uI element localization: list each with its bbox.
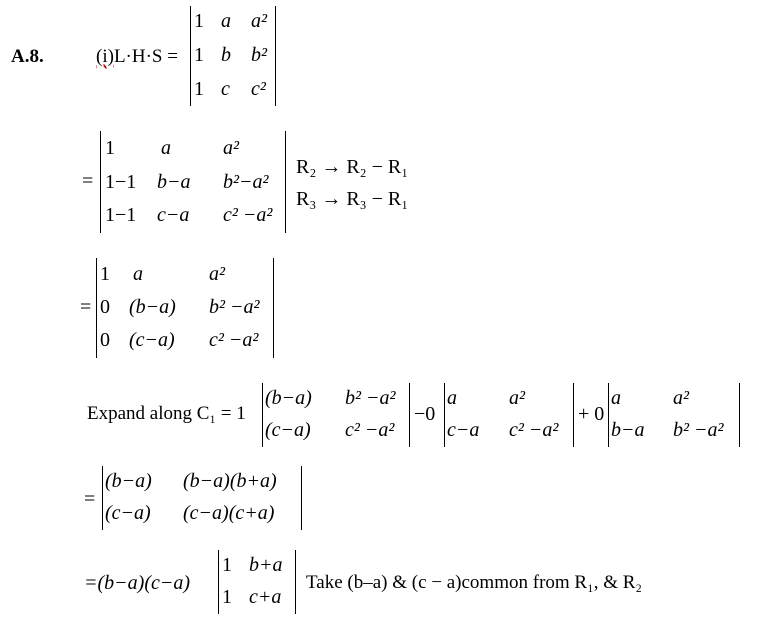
lhs-heading <box>96 46 178 68</box>
equals-5: = <box>84 488 96 510</box>
det2-r1c3: a² <box>223 137 239 159</box>
det2-r3c2: c−a <box>157 204 190 226</box>
det2-r3c3: c² −a² <box>223 204 273 226</box>
det3-r2c2: (b−a) <box>129 296 176 318</box>
minor3-r1c2: a² <box>673 387 689 409</box>
det2-r1c1: 1 <box>105 137 115 159</box>
minor1-r1c1: (b−a) <box>265 387 312 409</box>
det6-r2c1: 1 <box>222 586 232 608</box>
minor1-r1c2: b² −a² <box>345 387 396 409</box>
det1-r2c3: b² <box>251 44 267 66</box>
minor2-r1c1: a <box>447 387 457 409</box>
det5-r1c2: (b−a)(b+a) <box>183 470 277 492</box>
det1-r3c1: 1 <box>194 78 204 100</box>
det3-r3c3: c² −a² <box>209 329 259 351</box>
det5-r2c1: (c−a) <box>105 502 151 524</box>
minor3-r1c1: a <box>611 387 621 409</box>
part-marker: (i) <box>96 46 114 67</box>
det5-r1c1: (b−a) <box>105 470 152 492</box>
minor2-r2c1: c−a <box>447 419 480 441</box>
factor-prefix: =(b−a)(c−a) <box>84 572 191 594</box>
minus-zero: −0 <box>414 403 436 425</box>
det3-r2c1: 0 <box>100 296 110 318</box>
minor-det-3 <box>608 383 740 447</box>
det2-r2c1: 1−1 <box>105 171 137 193</box>
det2-r2c3: b²−a² <box>223 171 269 193</box>
det1-r2c1: 1 <box>194 44 204 66</box>
det3-r1c2: a <box>133 263 143 285</box>
equals-2: = <box>82 170 94 192</box>
det5-r2c2: (c−a)(c+a) <box>183 502 275 524</box>
det1-r1c1: 1 <box>194 10 204 32</box>
common-factor-note: Take (b–a) & (c − a)common from R₁, & R₂ <box>306 572 643 593</box>
det1-r3c2: c <box>221 78 230 100</box>
det2-r3c1: 1−1 <box>105 204 137 226</box>
row-op-1: R₂ → R₂ − R₁ <box>296 156 409 178</box>
row-op-2: R₃ → R₃ − R₁ <box>296 188 409 210</box>
minor1-r2c1: (c−a) <box>265 419 311 441</box>
minor-det-2 <box>444 383 574 447</box>
determinant-3 <box>96 258 274 358</box>
question-label: A.8. <box>11 46 44 67</box>
minor-det-1 <box>262 383 410 447</box>
det3-r2c3: b² −a² <box>209 296 260 318</box>
det2-r2c2: b−a <box>157 171 191 193</box>
det3-r3c1: 0 <box>100 329 110 351</box>
det2-r1c2: a <box>161 137 171 159</box>
determinant-2 <box>100 131 286 233</box>
det6-r1c1: 1 <box>222 554 232 576</box>
determinant-5 <box>102 466 302 530</box>
equals-3: = <box>80 296 92 318</box>
expand-text: Expand along C₁ = 1 <box>87 403 246 424</box>
det1-r1c3: a² <box>251 10 267 32</box>
det3-r3c2: (c−a) <box>129 329 175 351</box>
det3-r1c3: a² <box>209 263 225 285</box>
determinant-6 <box>218 550 296 614</box>
lhs-text: L·H·S = <box>113 46 178 67</box>
minor1-r2c2: c² −a² <box>345 419 395 441</box>
determinant-1 <box>190 6 276 106</box>
det3-r1c1: 1 <box>100 263 110 285</box>
det6-r2c2: c+a <box>249 586 282 608</box>
det6-r1c2: b+a <box>249 554 283 576</box>
plus-zero: + 0 <box>578 403 605 425</box>
minor2-r1c2: a² <box>509 387 525 409</box>
minor3-r2c1: b−a <box>611 419 645 441</box>
minor2-r2c2: c² −a² <box>509 419 559 441</box>
det1-r3c3: c² <box>251 78 266 100</box>
minor3-r2c2: b² −a² <box>673 419 724 441</box>
det1-r2c2: b <box>221 44 231 66</box>
det1-r1c2: a <box>221 10 231 32</box>
